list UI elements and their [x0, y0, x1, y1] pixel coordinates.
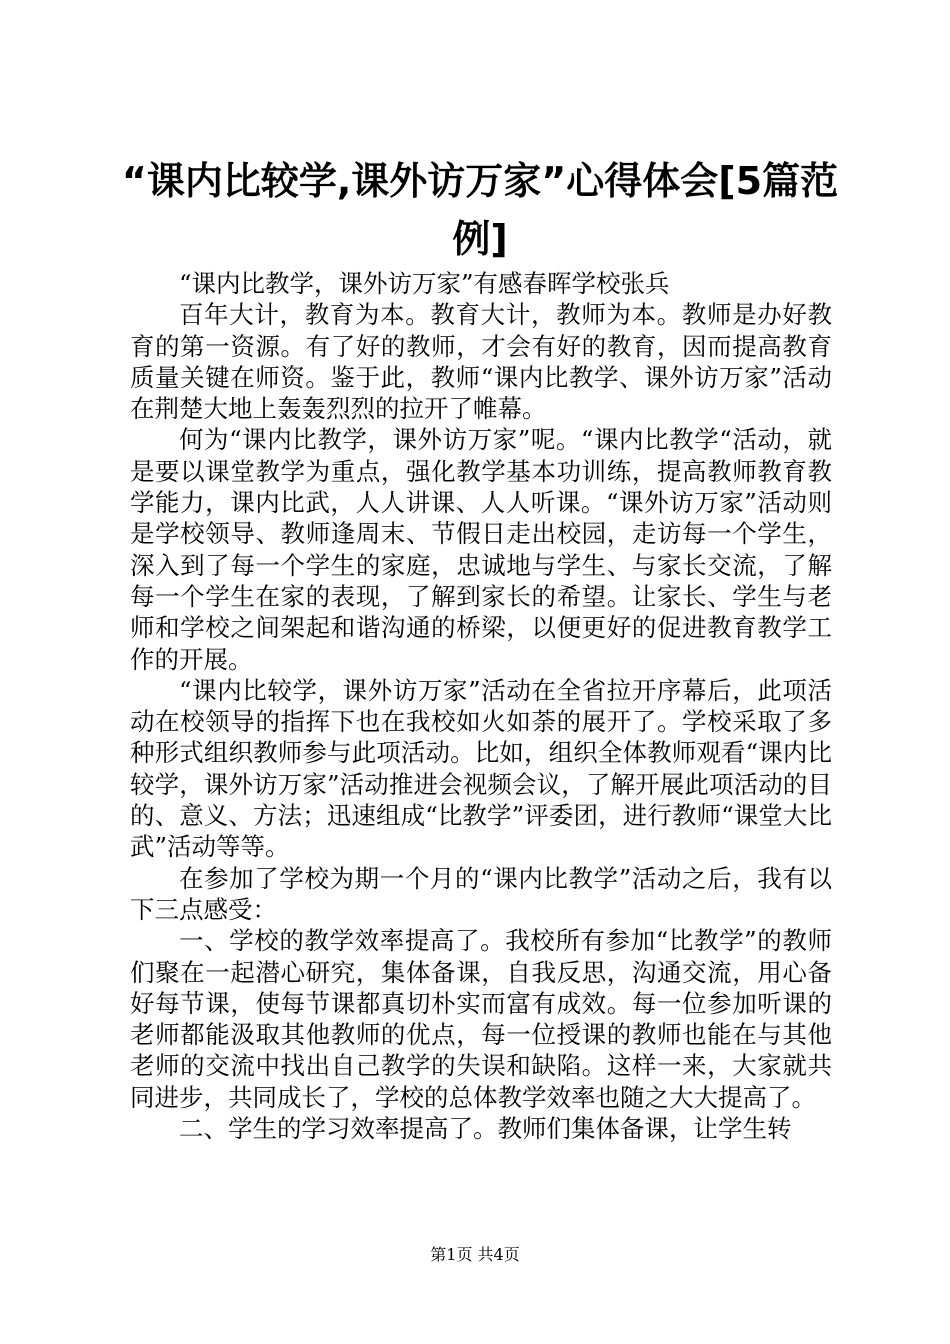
paragraph: 一、学校的教学效率提高了。我校所有参加“比教学”的教师们聚在一起潜心研究，集体备课，自我反思，沟通交流，用心备好每节课，使每节课都真切朴实而富有成效。每一位参加听课的老师都能汲取其他教师的优点，每一位授课的教师也能在与其他老师的交流中找出自己教学的失误和缺陷。这样一来，大家就共同进步，共同成长了，学校的总体教学效率也随之大大提高了。 [130, 926, 832, 1112]
paragraph: 何为“课内比教学，课外访万家”呢。“课内比教学“活动，就是要以课堂教学为重点，强化教学基本功训练，提高教师教育教学能力，课内比武，人人讲课、人人听课。“课外访万家”活动则是学校领导、教师逢周末、节假日走出校园，走访每一个学生，深入到了每一个学生的家庭，忠诚地与学生、与家长交流，了解每一个学生在家的表现，了解到家长的希望。让家长、学生与老师和学校之间架起和谐沟通的桥梁，以便更好的促进教育教学工作的开展。 [130, 425, 832, 674]
paragraph: “课内比较学，课外访万家”活动在全省拉开序幕后，此项活动在校领导的指挥下也在我校如火如荼的展开了。学校采取了多种形式组织教师参与此项活动。比如，组织全体教师观看“课内比较学，课外访万家”活动推进会视频会议，了解开展此项活动的目的、意义、方法；迅速组成“比教学”评委团，进行教师“课堂大比武”活动等等。 [130, 675, 832, 862]
paragraph-byline: “课内比教学，课外访万家”有感春晖学校张兵 [179, 269, 670, 298]
document-body [130, 268, 832, 1144]
paragraph: 百年大计，教育为本。教育大计，教师为本。教师是办好教育的第一资源。有了好的教师，才会有好的教育，因而提高教育质量关键在师资。鉴于此，教师“课内比教学、课外访万家”活动在荆楚大地上轰轰烈烈的拉开了帷幕。 [130, 300, 832, 424]
document-title: “课内比较学,课外访万家”心得体会[5篇范例] [121, 159, 839, 261]
paragraph: 在参加了学校为期一个月的“课内比教学”活动之后，我有以下三点感受： [130, 863, 832, 924]
paragraph: 二、学生的学习效率提高了。教师们集体备课，让学生转 [179, 1114, 792, 1144]
page-number-footer: 第1页 共4页 [430, 1245, 520, 1264]
